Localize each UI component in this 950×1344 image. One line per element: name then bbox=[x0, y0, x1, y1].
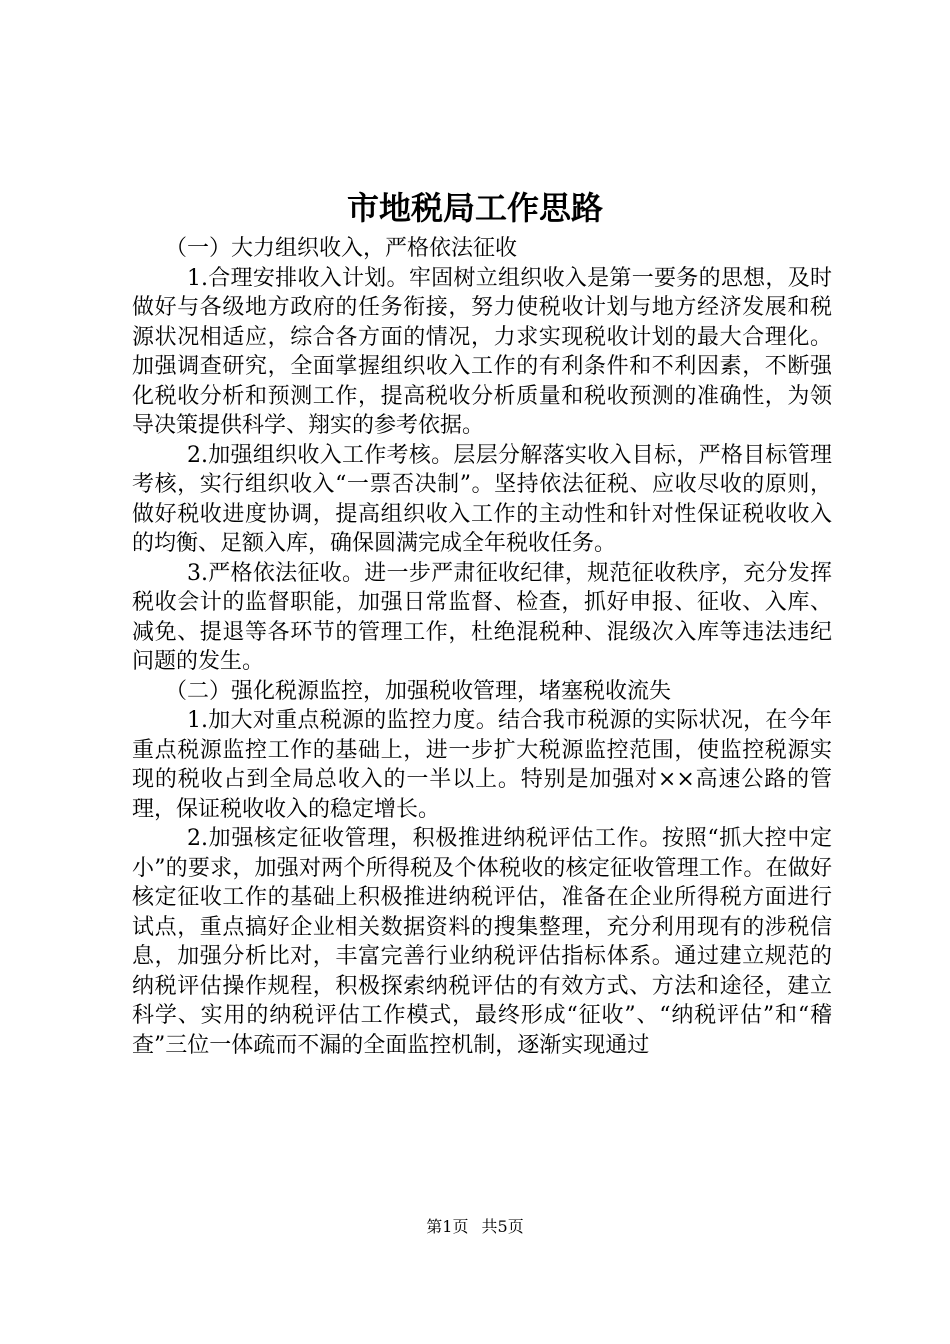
body-paragraph: 1.加大对重点税源的监控力度。结合我市税源的实际状况，在今年重点税源监控工作的基础上，进一步扩大税源监控范围，使监控税源实现的税收占到全局总收入的一半以上。特别是加强对××高速公路的管理，保证税收收入的稳定增长。 bbox=[132, 708, 832, 822]
page-footer bbox=[0, 1216, 950, 1238]
section-heading: （一）大力组织收入，严格依法征收 bbox=[165, 236, 518, 261]
body-paragraph: 3.严格依法征收。进一步严肃征收纪律，规范征收秩序，充分发挥税收会计的监督职能，加强日常监督、检查，抓好申报、征收、入库、减免、提退等各环节的管理工作，杜绝混税种、混级次入库等违法违纪问题的发生。 bbox=[132, 560, 832, 674]
document-title: 市地税局工作思路 bbox=[346, 189, 603, 227]
page-total: 共5页 bbox=[481, 1217, 524, 1236]
page-number: 第1页 bbox=[426, 1217, 469, 1236]
body-paragraph: 2.加强组织收入工作考核。层层分解落实收入目标，严格目标管理考核，实行组织收入“一票否决制”。坚持依法征税、应收尽收的原则，做好税收进度协调，提高组织收入工作的主动性和针对性保证税收收入的均衡、足额入库，确保圆满完成全年税收任务。 bbox=[132, 442, 832, 556]
document-body bbox=[132, 234, 832, 1060]
body-paragraph: 2.加强核定征收管理，积极推进纳税评估工作。按照“抓大控中定小”的要求，加强对两个所得税及个体税收的核定征收管理工作。在做好核定征收工作的基础上积极推进纳税评估，准备在企业所得税方面进行试点，重点搞好企业相关数据资料的搜集整理，充分利用现有的涉税信息，加强分析比对，丰富完善行业纳税评估指标体系。通过建立规范的纳税评估操作规程，积极探索纳税评估的有效方式、方法和途径，建立科学、实用的纳税评估工作模式，最终形成“征收”、“纳税评估”和“稽查”三位一体疏而不漏的全面监控机制，逐渐实现通过 bbox=[132, 826, 832, 1058]
section-heading: （二）强化税源监控，加强税收管理，堵塞税收流失 bbox=[165, 678, 672, 704]
body-paragraph: 1.合理安排收入计划。牢固树立组织收入是第一要务的思想，及时做好与各级地方政府的任务衔接，努力使税收计划与地方经济发展和税源状况相适应，综合各方面的情况，力求实现税收计划的最大合理化。加强调查研究，全面掌握组织收入工作的有利条件和不利因素，不断强化税收分析和预测工作，提高税收分析质量和税收预测的准确性，为领导决策提供科学、翔实的参考依据。 bbox=[132, 265, 832, 438]
